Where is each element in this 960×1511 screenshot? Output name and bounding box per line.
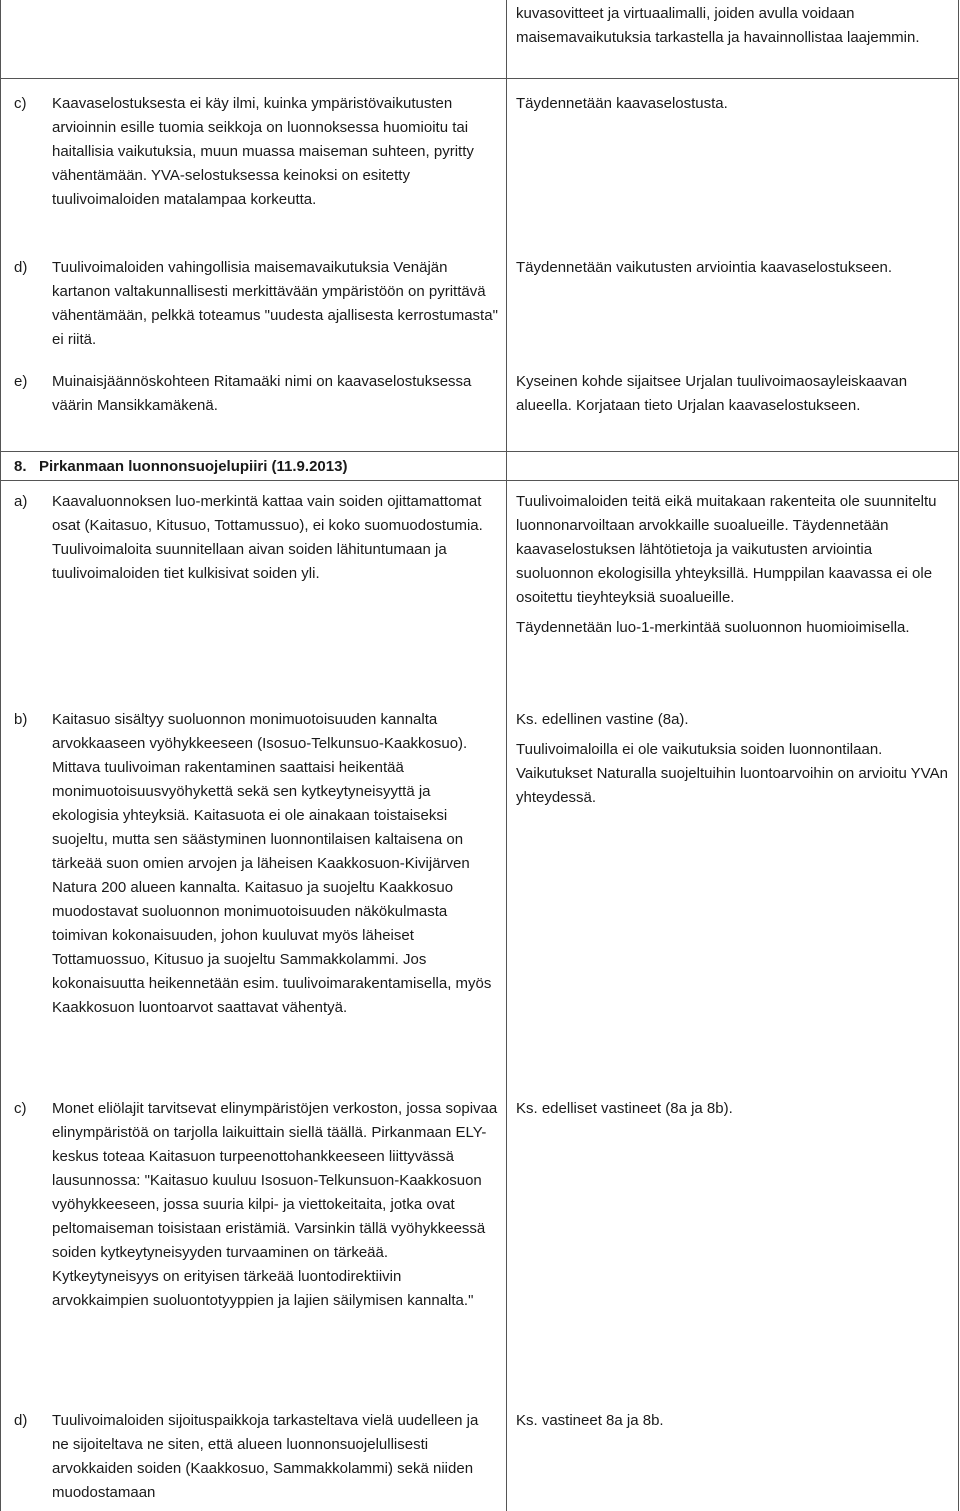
row-divider (0, 78, 959, 79)
response-cell (516, 708, 948, 810)
continued-response: kuvasovitteet ja virtuaalimalli, joiden avulla voidaan maisemavaikutuksia tarkastella ja havainnollistaa laajemmin. (516, 5, 920, 46)
comment-item (14, 92, 498, 212)
comment-item (14, 1409, 498, 1505)
comment-item (14, 1097, 498, 1313)
item-label: d) (14, 259, 28, 276)
response-cell (516, 92, 948, 116)
comment-item (14, 708, 498, 1020)
comment-text: Tuulivoimaloiden vahingollisia maisemavaikutuksia Venäjän kartanon valtakunnallisesti merkittävään ympäristöön on pyrittävä vähentämään, pelkkä toteamus "uudesta ajallisesta kerrostumasta" ei riitä. (52, 259, 498, 348)
comment-text: Kaitasuo sisältyy suoluonnon monimuotoisuuden kannalta arvokkaaseen vyöhykkeeseen (Isosuo-Telkunsuo-Kaakkosuo). Mittava tuulivoiman rakentaminen saattaisi heikentää monimuotoisuusvyöhykettä sekä sen kytkeytyneisyyttä ja ekologisia yhteyksiä. Kaitasuota ei ole ainakaan toistaiseksi suojeltu, mutta sen säästyminen luonnontilaisen kaltaisena on tärkeää suon omien arvojen ja läheisen Kaakkosuon-Kivijärven Natura 200 alueen kannalta. Kaitasuo ja suojeltu Kaakkosuo muodostavat suoluonnon monimuotoisuuden näkökulmasta toimivan kokonaisuuden, johon kuuluvat myös läheiset Tottamuossuo, Kitusuo ja suojeltu Sammakkolammi. Jos kokonaisuutta heikennetään esim. tuulivoimarakentamisella, myös Kaakkosuon luontoarvot saattavat vähentyä. (52, 711, 492, 1016)
response-cell (516, 370, 948, 418)
response-cell (516, 256, 948, 280)
table-right-border (958, 0, 959, 1511)
item-label: e) (14, 373, 28, 390)
item-label: b) (14, 711, 28, 728)
response-text: Täydennetään kaavaselostusta. (516, 95, 728, 112)
response-text: Kyseinen kohde sijaitsee Urjalan tuulivoimaosayleiskaavan alueella. Korjataan tieto Urjalan kaavaselostukseen. (516, 373, 908, 414)
comment-text: Kaavaluonnoksen luo-merkintä kattaa vain soiden ojittamattomat osat (Kaitasuo, Kitusuo, Tottamussuo), ei koko suomuodostumia. Tuulivoimaloita suunnitellaan aivan soiden lähituntumaan ja tuulivoimaloiden tiet kulkisivat soiden yli. (52, 493, 483, 582)
comment-text: Tuulivoimaloiden sijoituspaikkoja tarkasteltava vielä uudelleen ja ne sijoiteltava ne siten, että alueen luonnonsuojelullisesti arvokkaiden soiden (Kaakkosuo, Sammakkolammi) sekä niiden muodostamaan (52, 1412, 479, 1501)
response-text: Täydennetään luo-1-merkintää suoluonnon huomioimisella. (516, 619, 910, 636)
response-cell (516, 1409, 948, 1433)
response-text: Ks. edelliset vastineet (8a ja 8b). (516, 1100, 733, 1117)
item-label: a) (14, 493, 28, 510)
item-label: c) (14, 1100, 27, 1117)
response-text: Täydennetään vaikutusten arviointia kaavaselostukseen. (516, 259, 893, 276)
item-label: c) (14, 95, 27, 112)
response-cell (516, 490, 948, 640)
comment-item (14, 256, 498, 352)
response-cell (516, 1097, 948, 1121)
comment-text: Monet eliölajit tarvitsevat elinympäristöjen verkoston, jossa sopivaa elinympäristöä on tarjolla laikuittain siellä täällä. Pirkanmaan ELY-keskus toteaa Kaitasuon turpeenottohankkeeseen liittyvässä lausunnossa: "Kaitasuo kuuluu Isosuon-Telkunsuon-Kaakkosuon vyöhykkeeseen, jossa suuria kilpi- ja viettokeitaita, jotka ovat peltomaiseman toisistaan eristämiä. Varsinkin tällä vyöhykkeessä soiden kytkeytyneisyyden turvaaminen on tärkeää. Kytkeytyneisyys on erityisen tärkeää luontodirektiivin arvokkaimpien suoluontotyyppien ja lajien säilymisen kannalta." (52, 1100, 498, 1309)
comment-item (14, 370, 498, 418)
comment-text: Muinaisjäännöskohteen Ritamaäki nimi on kaavaselostuksessa väärin Mansikkamäkenä. (52, 373, 472, 414)
table-left-border (0, 0, 1, 1511)
comment-text: Kaavaselostuksesta ei käy ilmi, kuinka ympäristövaikutusten arvioinnin esille tuomia seikkoja on luonnoksessa huomioitu tai haitallisia vaikutuksia, muun muassa maiseman suhteen, pyritty vähentämään. YVA-selostuksessa keinoksi on esitetty tuulivoimaloiden matalampaa korkeutta. (52, 95, 474, 208)
section-divider (0, 480, 959, 481)
section-divider (0, 451, 959, 452)
response-text: Tuulivoimaloiden teitä eikä muitakaan rakenteita ole suunniteltu luonnonarvoiltaan arvokkaille suoalueille. Täydennetään kaavaselostuksen lähtötietoja ja vaikutusten arviointia suoluonnon ekologisilla yhteyksillä. Humppilan kaavassa ei ole osoitettu tieyhteyksiä suoalueille. (516, 493, 937, 606)
section-heading: 8. Pirkanmaan luonnonsuojelupiiri (11.9.2013) (14, 458, 348, 475)
item-label: d) (14, 1412, 28, 1429)
response-text: Ks. edellinen vastine (8a). (516, 711, 689, 728)
response-text: Tuulivoimaloilla ei ole vaikutuksia soiden luonnontilaan. Vaikutukset Naturalla suojeltuihin luontoarvoihin on arvioitu YVAn yhteydessä. (516, 741, 948, 806)
response-text: Ks. vastineet 8a ja 8b. (516, 1412, 664, 1429)
comment-item (14, 490, 498, 586)
table-column-divider (506, 0, 507, 1511)
